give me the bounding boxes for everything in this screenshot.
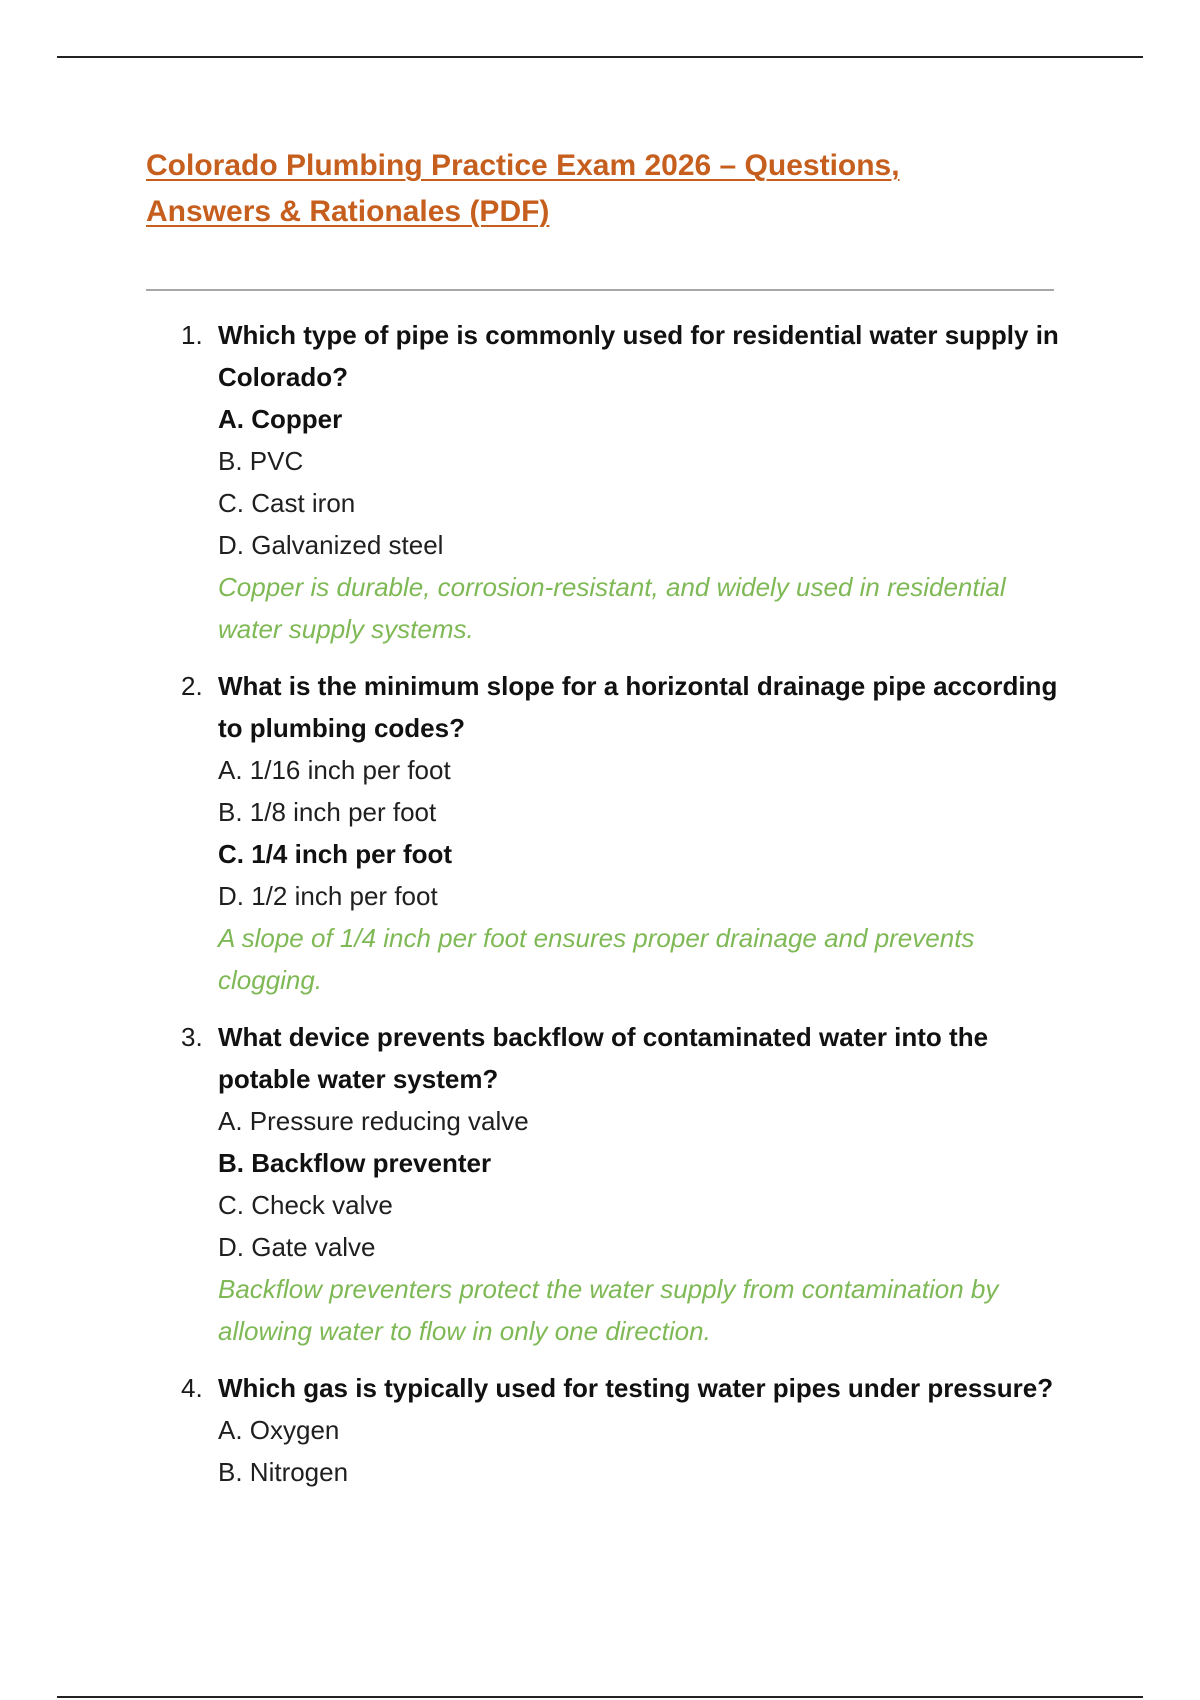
question-item xyxy=(181,1016,1061,1352)
answer-rationale: Backflow preventers protect the water supply from contamination by allowing water to flow in only one direction. xyxy=(218,1274,999,1346)
answer-option[interactable]: A. Pressure reducing valve xyxy=(218,1106,529,1136)
question-list xyxy=(181,314,1061,1508)
question-text: What is the minimum slope for a horizontal drainage pipe according to plumbing codes? xyxy=(218,671,1058,743)
answer-option[interactable]: C. Check valve xyxy=(218,1190,393,1220)
answer-option[interactable]: A. Oxygen xyxy=(218,1415,340,1445)
answer-option[interactable]: D. Galvanized steel xyxy=(218,530,444,560)
question-item xyxy=(181,665,1061,1001)
answer-option[interactable]: A. 1/16 inch per foot xyxy=(218,755,451,785)
question-number: 4. xyxy=(181,1373,203,1403)
question-text: Which gas is typically used for testing water pipes under pressure? xyxy=(218,1373,1054,1403)
answer-rationale: Copper is durable, corrosion-resistant, and widely used in residential water supply systems. xyxy=(218,572,1006,644)
question-number: 2. xyxy=(181,671,203,701)
answer-option[interactable]: D. 1/2 inch per foot xyxy=(218,881,438,911)
question-item xyxy=(181,314,1061,650)
answer-option-correct[interactable]: C. 1/4 inch per foot xyxy=(218,839,453,869)
question-number: 1. xyxy=(181,320,203,350)
answer-option-correct[interactable]: B. Backflow preventer xyxy=(218,1148,492,1178)
answer-option[interactable]: B. PVC xyxy=(218,446,304,476)
question-item xyxy=(181,1367,1061,1493)
question-number: 3. xyxy=(181,1022,203,1052)
answer-option[interactable]: B. 1/8 inch per foot xyxy=(218,797,437,827)
question-text: Which type of pipe is commonly used for residential water supply in Colorado? xyxy=(218,320,1059,392)
page-top-rule xyxy=(57,56,1143,58)
title-divider xyxy=(146,289,1054,291)
answer-option[interactable]: D. Gate valve xyxy=(218,1232,376,1262)
answer-rationale: A slope of 1/4 inch per foot ensures proper drainage and prevents clogging. xyxy=(218,923,975,995)
question-text: What device prevents backflow of contaminated water into the potable water system? xyxy=(218,1022,989,1094)
page-bottom-rule xyxy=(57,1696,1143,1698)
document-title-link[interactable]: Colorado Plumbing Practice Exam 2026 – Questions, Answers & Rationales (PDF) xyxy=(146,149,900,228)
answer-option-correct[interactable]: A. Copper xyxy=(218,404,343,434)
answer-option[interactable]: B. Nitrogen xyxy=(218,1457,349,1487)
answer-option[interactable]: C. Cast iron xyxy=(218,488,356,518)
